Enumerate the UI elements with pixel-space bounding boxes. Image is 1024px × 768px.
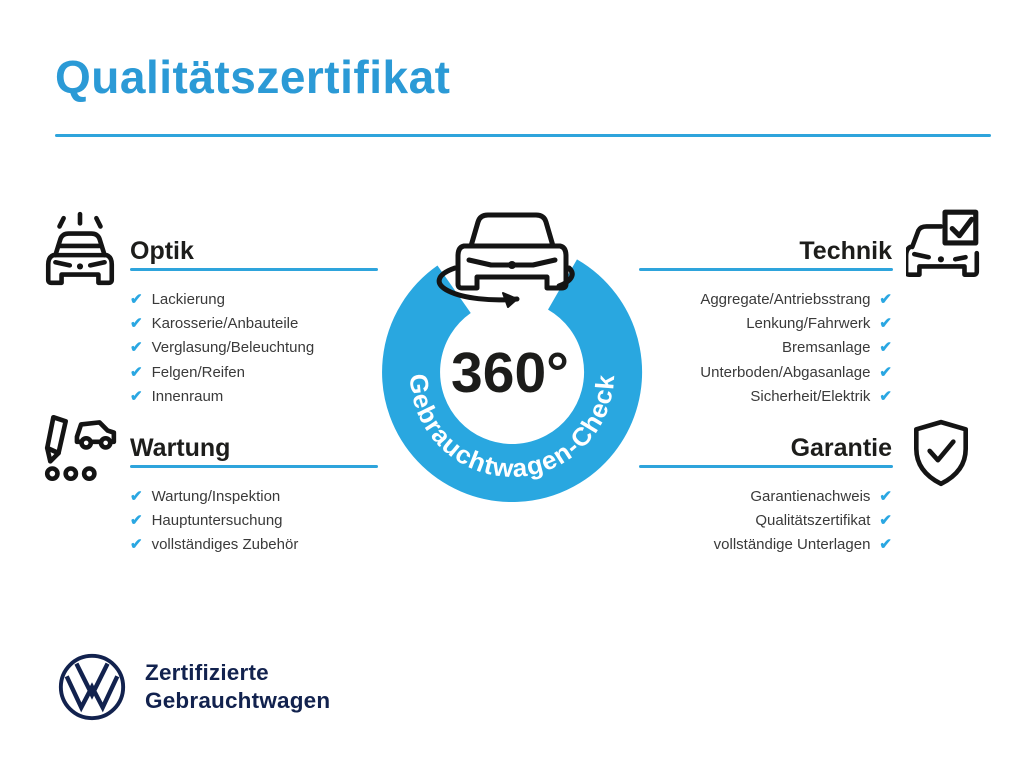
list-item-label: Sicherheit/Elektrik xyxy=(750,388,871,406)
check-icon: ✔ xyxy=(879,363,892,381)
check-icon: ✔ xyxy=(879,388,892,406)
shiny-car-icon xyxy=(42,208,118,292)
list-item-label: Unterboden/Abgasanlage xyxy=(700,363,871,381)
footer-line-1: Zertifizierte xyxy=(145,660,269,685)
footer-line-2: Gebrauchtwagen xyxy=(145,688,331,713)
check-icon: ✔ xyxy=(879,512,892,530)
check-icon: ✔ xyxy=(130,512,143,530)
section-title-optik: Optik xyxy=(130,237,194,265)
footer-brand xyxy=(55,650,330,724)
wartung-divider xyxy=(130,465,378,468)
optik-checklist xyxy=(130,287,314,409)
list-item-label: Aggregate/Antriebsstrang xyxy=(700,290,871,308)
list-item xyxy=(130,508,298,532)
section-title-garantie: Garantie xyxy=(790,434,892,462)
badge-value: 360° xyxy=(451,341,569,405)
list-item-label: Felgen/Reifen xyxy=(151,363,245,381)
list-item-label: Innenraum xyxy=(151,388,224,406)
list-item-label: Hauptuntersuchung xyxy=(151,512,283,530)
check-icon: ✔ xyxy=(130,388,143,406)
list-item-label: Qualitätszertifikat xyxy=(755,512,871,530)
list-item xyxy=(130,311,314,335)
list-item-label: Lenkung/Fahrwerk xyxy=(746,315,871,333)
service-checklist-icon xyxy=(38,410,120,486)
360-degree-badge xyxy=(357,180,667,520)
list-item-label: Verglasung/Beleuchtung xyxy=(151,339,315,357)
badge-ring-label: Gebrauchtwagen-Check xyxy=(403,372,621,484)
check-icon: ✔ xyxy=(879,536,892,554)
garantie-divider xyxy=(639,465,893,468)
check-icon: ✔ xyxy=(130,487,143,505)
optik-divider xyxy=(130,268,378,271)
wartung-checklist xyxy=(130,484,298,557)
check-icon: ✔ xyxy=(130,339,143,357)
list-item-label: vollständiges Zubehör xyxy=(151,536,299,554)
check-icon: ✔ xyxy=(130,363,143,381)
list-item-label: Karosserie/Anbauteile xyxy=(151,315,299,333)
section-title-wartung: Wartung xyxy=(130,434,231,462)
title-divider xyxy=(55,134,991,137)
list-item-label: Lackierung xyxy=(151,290,225,308)
shield-check-icon xyxy=(910,418,972,490)
check-icon: ✔ xyxy=(130,315,143,333)
list-item xyxy=(130,336,314,360)
check-icon: ✔ xyxy=(879,487,892,505)
page-title: Qualitätszertifikat xyxy=(55,51,451,103)
list-item-label: Wartung/Inspektion xyxy=(151,487,281,505)
vw-logo xyxy=(55,650,129,724)
list-item xyxy=(130,287,314,311)
footer-label xyxy=(145,659,330,715)
check-icon: ✔ xyxy=(879,339,892,357)
car-checkbox-icon xyxy=(906,206,982,290)
list-item xyxy=(130,360,314,384)
list-item xyxy=(450,533,892,557)
list-item xyxy=(130,533,298,557)
list-item xyxy=(130,484,298,508)
check-icon: ✔ xyxy=(879,290,892,308)
check-icon: ✔ xyxy=(130,536,143,554)
check-icon: ✔ xyxy=(130,290,143,308)
list-item-label: Garantienachweis xyxy=(750,487,871,505)
list-item-label: Bremsanlage xyxy=(782,339,871,357)
list-item xyxy=(130,385,314,409)
section-title-technik: Technik xyxy=(799,237,892,265)
car-360-rotation-icon xyxy=(439,215,572,307)
list-item-label: vollständige Unterlagen xyxy=(713,536,871,554)
technik-divider xyxy=(639,268,893,271)
check-icon: ✔ xyxy=(879,315,892,333)
